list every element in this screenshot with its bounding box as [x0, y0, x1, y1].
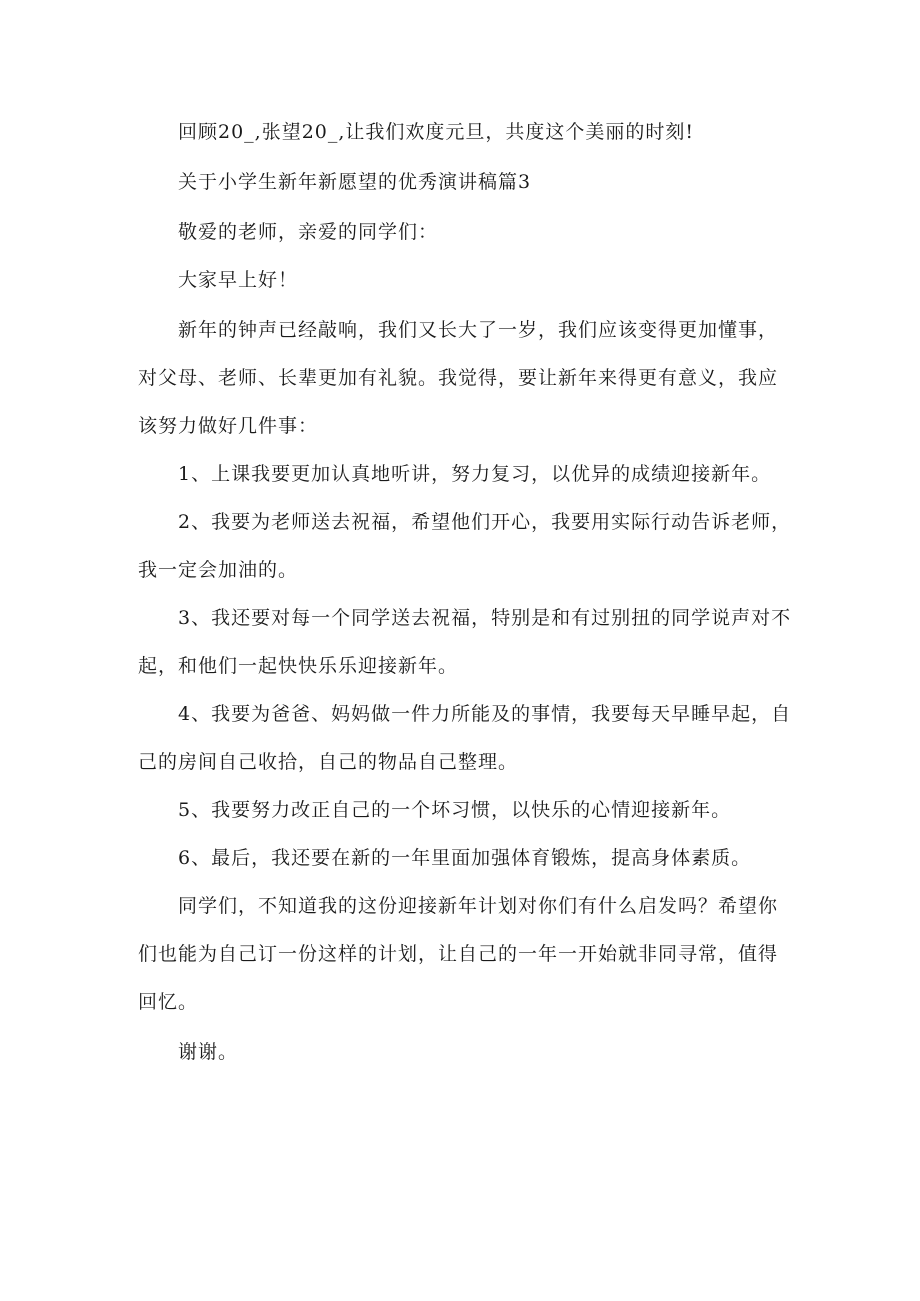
paragraph-line: 回忆。	[138, 991, 199, 1013]
list-item-5: 5、我要努力改正自己的一个坏习惯，以快乐的心情迎接新年。	[178, 799, 732, 821]
list-item-1: 1、上课我要更加认真地听讲，努力复习，以优异的成绩迎接新年。	[178, 463, 772, 485]
thanks-line: 谢谢。	[178, 1041, 239, 1063]
list-item-3-cont: 起，和他们一起快快乐乐迎接新年。	[138, 655, 459, 677]
list-item-4-cont: 己的房间自己收拾，自己的物品自己整理。	[138, 751, 519, 773]
salutation: 敬爱的老师，亲爱的同学们：	[178, 221, 439, 243]
paragraph-line: 该努力做好几件事：	[138, 415, 319, 437]
paragraph-line: 对父母、老师、长辈更加有礼貌。我觉得，要让新年来得更有意义，我应	[138, 367, 779, 389]
paragraph-line: 同学们，不知道我的这份迎接新年计划对你们有什么启发吗？希望你	[178, 895, 779, 917]
greeting: 大家早上好！	[178, 269, 299, 291]
list-item-2-cont: 我一定会加油的。	[138, 559, 299, 581]
closing-line: 回顾20_,张望20_,让我们欢度元旦，共度这个美丽的时刻!	[178, 121, 695, 143]
section-heading: 关于小学生新年新愿望的优秀演讲稿篇3	[178, 171, 532, 193]
list-item-3: 3、我还要对每一个同学送去祝福，特别是和有过别扭的同学说声对不	[178, 607, 792, 629]
list-item-2: 2、我要为老师送去祝福，希望他们开心，我要用实际行动告诉老师，	[178, 511, 792, 533]
list-item-4: 4、我要为爸爸、妈妈做一件力所能及的事情，我要每天早睡早起，自	[178, 703, 792, 725]
list-item-6: 6、最后，我还要在新的一年里面加强体育锻炼，提高身体素质。	[178, 847, 752, 869]
paragraph-line: 们也能为自己订一份这样的计划，让自己的一年一开始就非同寻常，值得	[138, 943, 779, 965]
paragraph-line: 新年的钟声已经敲响，我们又长大了一岁，我们应该变得更加懂事，	[178, 319, 779, 341]
